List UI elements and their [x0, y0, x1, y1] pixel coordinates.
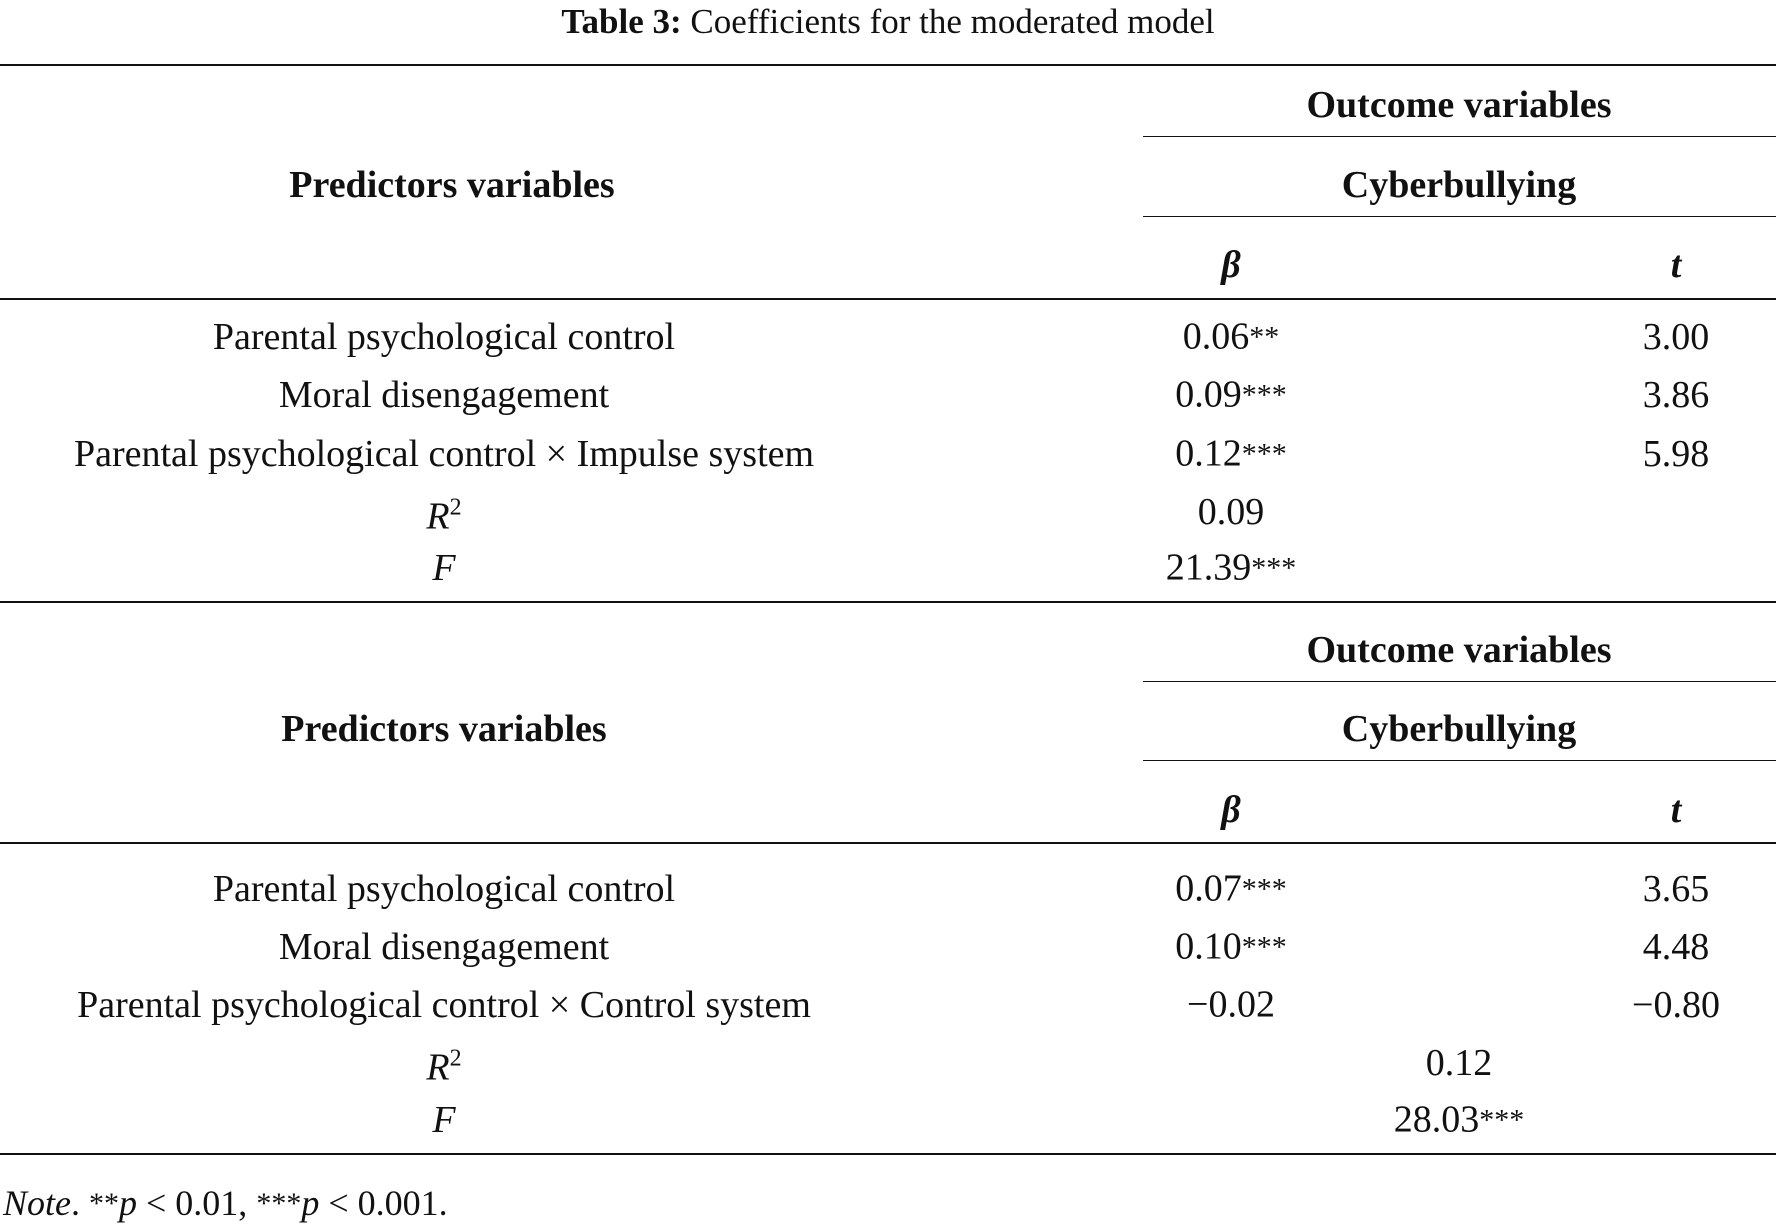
- r-squared-value: 0.12: [1425, 1042, 1493, 1084]
- dependent-header: Cyberbullying: [1341, 164, 1577, 206]
- predictor-label: Moral disengagement: [278, 374, 610, 416]
- outcome-underline: [1143, 136, 1776, 137]
- predictor-label: Parental psychological control: [212, 316, 676, 358]
- note-label: Note: [3, 1183, 71, 1223]
- dependent-underline: [1143, 760, 1776, 761]
- header-bottom-rule: [0, 298, 1776, 300]
- dependent-underline: [1143, 216, 1776, 217]
- f-value: 21.39***: [1165, 546, 1297, 589]
- beta-column-header: β: [1221, 244, 1241, 286]
- outcome-header: Outcome variables: [1306, 629, 1612, 671]
- t-value: 3.65: [1642, 868, 1710, 910]
- beta-value: 0.09***: [1175, 373, 1287, 416]
- beta-value: 0.12***: [1175, 432, 1287, 475]
- outcome-header: Outcome variables: [1306, 84, 1612, 126]
- f-label: F: [432, 547, 456, 589]
- outcome-underline: [1143, 681, 1776, 682]
- t-value: 5.98: [1642, 433, 1710, 475]
- t-value: 3.86: [1642, 374, 1710, 416]
- table-caption-text: Coefficients for the moderated model: [690, 2, 1215, 41]
- t-value: 3.00: [1642, 316, 1710, 358]
- r-squared-label: $R^2$: [426, 494, 462, 538]
- table-caption-label: Table 3:: [561, 2, 682, 41]
- predictors-header: Predictors variables: [281, 708, 607, 750]
- t-column-header: t: [1670, 244, 1682, 286]
- predictor-label: Parental psychological control × Impulse system: [73, 433, 815, 475]
- predictors-header: Predictors variables: [289, 164, 615, 206]
- t-value: −0.80: [1632, 984, 1720, 1026]
- header-bottom-rule: [0, 842, 1776, 844]
- predictor-label: Parental psychological control: [212, 868, 676, 910]
- beta-value: −0.02: [1187, 983, 1275, 1026]
- beta-value: 0.10***: [1175, 925, 1287, 968]
- beta-column-header: β: [1221, 789, 1241, 831]
- t-column-header: t: [1670, 789, 1682, 831]
- table-caption: [0, 2, 1776, 42]
- beta-value: 0.06**: [1182, 315, 1280, 358]
- beta-value: 0.07***: [1175, 867, 1287, 910]
- predictor-label: Moral disengagement: [278, 926, 610, 968]
- t-value: 4.48: [1642, 926, 1710, 968]
- panel-separator-rule: [0, 601, 1776, 603]
- r-squared-value: 0.09: [1197, 491, 1265, 533]
- predictor-label: Parental psychological control × Control system: [77, 984, 811, 1026]
- f-value: 28.03***: [1393, 1098, 1525, 1141]
- r-squared-label: $R^2$: [426, 1045, 462, 1089]
- f-label: F: [432, 1099, 456, 1141]
- table-note: Note. **p < 0.01, ***p < 0.001.: [3, 1183, 448, 1223]
- table-bottom-rule: [0, 1153, 1776, 1155]
- table-top-rule: [0, 64, 1776, 66]
- dependent-header: Cyberbullying: [1341, 708, 1577, 750]
